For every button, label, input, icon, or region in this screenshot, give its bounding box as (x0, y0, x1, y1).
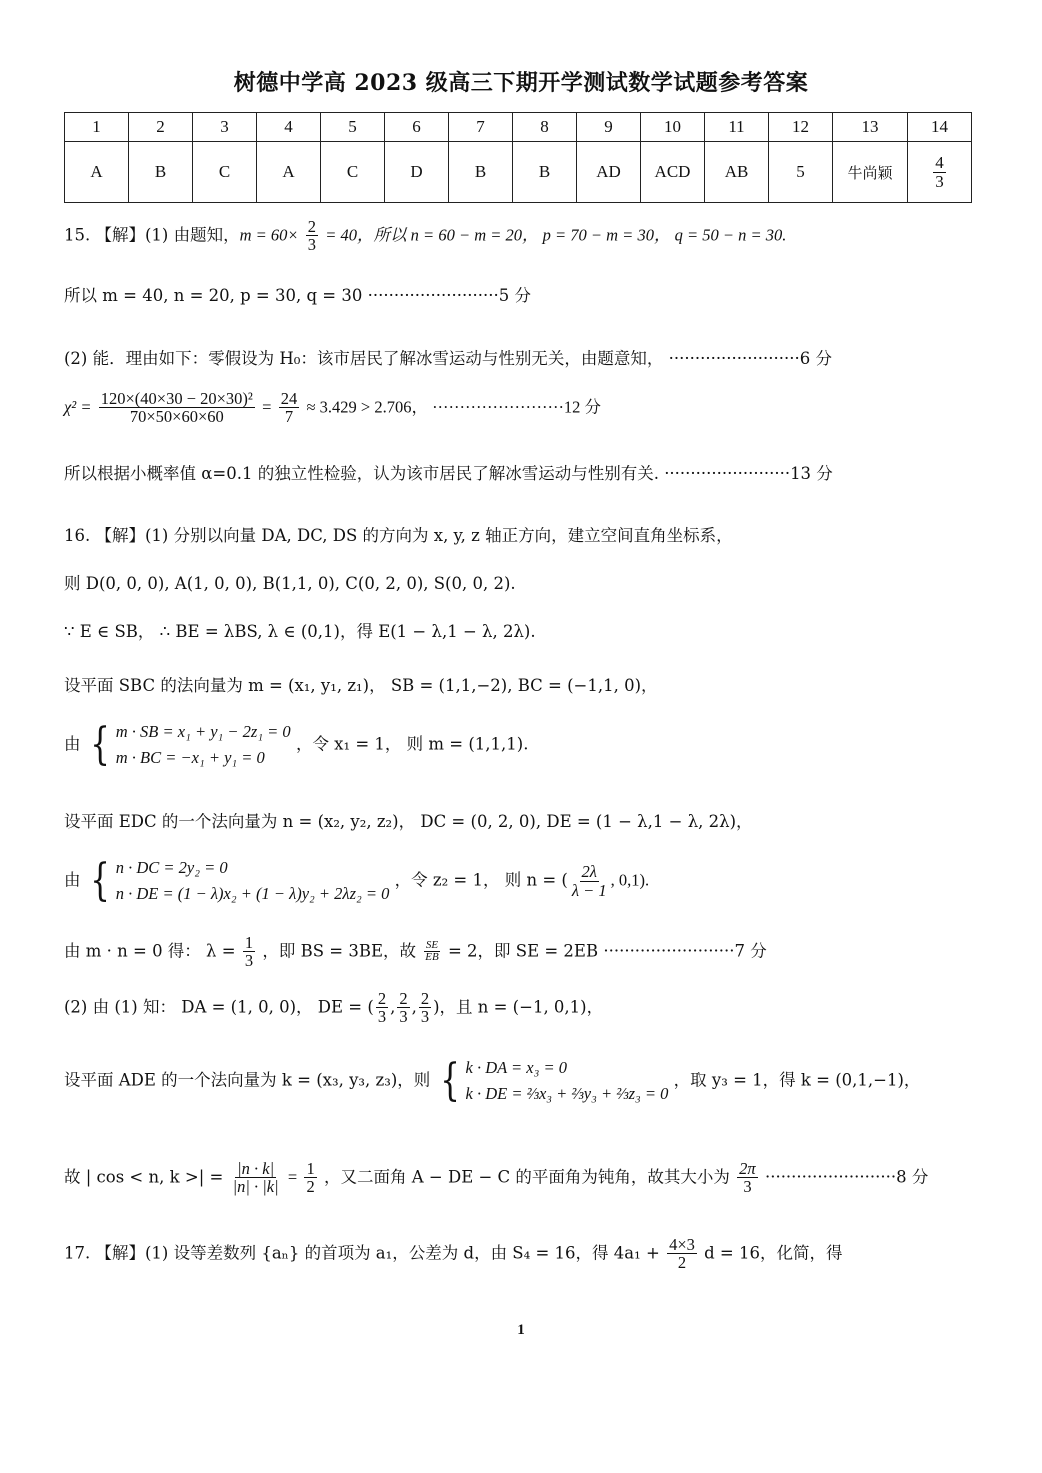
q16-line-11: 故 | cos < n, k >| = $\frac{|n \cdot k|}{|n| \cdot |k|}$ = $\frac{1}{2}$ ，又二面角 A − DE − C 的平面角为钝角，故其大小为 $\frac{2\pi}{3}$ ·························8 分 (64, 1159, 929, 1197)
answer-cell: B (513, 142, 577, 203)
q16-line-8: 由 m · n = 0 得： λ = $\frac{1}{3}$ ，即 BS = 3BE，故 $\frac{SE}{EB}$ = 2，即 SE = 2EB ·························7 分 (64, 933, 767, 971)
answer-cell: C (321, 142, 385, 203)
fraction: $\frac{1}{2}$ (306, 1159, 315, 1197)
answer-cell: AD (577, 142, 641, 203)
answer-cell: AB (705, 142, 769, 203)
question-number: 7 (449, 113, 513, 142)
answer-cell: A (65, 142, 129, 203)
question-number: 12 (769, 113, 833, 142)
q17-line-1: 17. 【解】(1) 设等差数列 {aₙ} 的首项为 a₁，公差为 d，由 S₄ = 16，得 4a₁ + $\frac{4\times 3}{2}$ d = 16，化简，得 (64, 1235, 843, 1273)
q16-line-7: 由 { n · DC = 2y₂ = 0 n · DE = (1 − λ)x₂ + (1 − λ)y₂ + 2λz₂ = 0 ，令 z₂ = 1， 则 n = ( $\frac{2\lambda}{\lambda - 1}$ , 0,1). (64, 855, 650, 906)
answer-cell: A (257, 142, 321, 203)
fraction: $\frac{1}{3}$ (244, 933, 254, 971)
question-number: 10 (641, 113, 705, 142)
fraction: $\frac{24}{7}$ (280, 389, 298, 427)
answer-cell: ACD (641, 142, 705, 203)
fraction: $\frac{\text{120×(40×30 − 20×30)²}}{70\times 50\times 60\times 60}$ (100, 389, 253, 427)
fraction (933, 154, 946, 191)
answer-cell: 5 (769, 142, 833, 203)
q15-line-2: 所以 m = 40, n = 20, p = 30, q = 30 ·························5 分 (64, 286, 531, 305)
question-number: 11 (705, 113, 769, 142)
fraction: $\frac{2\lambda}{\lambda - 1}$ (571, 862, 607, 900)
answer-cell: C (193, 142, 257, 203)
question-number: 8 (513, 113, 577, 142)
equation-system: { k · DA = x₃ = 0 k · DE = ⅔x₃ + ⅔y₃ + ⅔z₃ = 0 (439, 1055, 669, 1106)
q15-line-1: 15. 【解】(1) 由题知，m = 60× $\frac{2}{3}$ = 40，所以 n = 60 − m = 20， p = 70 − m = 30， q = 50 − n = 30. (64, 217, 787, 255)
answer-cell: 牛尚颖 (833, 142, 908, 203)
question-number: 5 (321, 113, 385, 142)
q16-line-2: 则 D(0, 0, 0), A(1, 0, 0), B(1,1, 0), C(0, 2, 0), S(0, 0, 2). (64, 574, 516, 593)
fraction: $\frac{2\pi}{3}$ (739, 1159, 756, 1197)
question-number: 14 (908, 113, 972, 142)
question-number: 6 (385, 113, 449, 142)
q16-line-4: 设平面 SBC 的法向量为 m = (x₁, y₁, z₁)， SB = (1,1,−2), BC = (−1,1, 0)， (64, 676, 658, 695)
fraction: $\frac{SE}{EB}$ (425, 938, 439, 964)
fraction: $\frac{|n \cdot k|}{|n| \cdot |k|}$ (232, 1159, 279, 1197)
equation-system: { m · SB = x₁ + y₁ − 2z₁ = 0 m · BC = −x₁ + y₁ = 0 (89, 719, 291, 770)
fraction: $\frac{4\times 3}{2}$ (669, 1235, 695, 1273)
q16-line-5: 由 { m · SB = x₁ + y₁ − 2z₁ = 0 m · BC = −x₁ + y₁ = 0 ，令 x₁ = 1， 则 m = (1,1,1). (64, 719, 529, 770)
question-number: 4 (257, 113, 321, 142)
q16-line-10: 设平面 ADE 的一个法向量为 k = (x₃, y₃, z₃)，则 { k · DA = x₃ = 0 k · DE = ⅔x₃ + ⅔y₃ + ⅔z₃ = 0 ，取 y₃ = 1，得 k = (0,1,−1)， (64, 1055, 921, 1106)
page-title: 树德中学高 2023 级高三下期开学测试数学试题参考答案 (233, 70, 809, 96)
q16-line-1: 16. 【解】(1) 分别以向量 DA, DC, DS 的方向为 x, y, z 轴正方向，建立空间直角坐标系， (64, 526, 733, 545)
equation-system: { n · DC = 2y₂ = 0 n · DE = (1 − λ)x₂ + (1 − λ)y₂ + 2λz₂ = 0 (89, 855, 390, 906)
answer-cell: D (385, 142, 449, 203)
answer-cell: B (129, 142, 193, 203)
answer-table-header-row (65, 113, 972, 142)
answer-cell: B (449, 142, 513, 203)
numerator: 4 (935, 152, 944, 172)
q15-line-3: (2) 能．理由如下：零假设为 H₀：该市居民了解冰雪运动与性别无关，由题意知， ·························6 分 (64, 349, 832, 368)
question-number: 1 (65, 113, 129, 142)
q15-line-4: χ² = $\frac{\text{120×(40×30 − 20×30)²}}{70\times 50\times 60\times 60}$ = $\frac{24}{7}$ ≈ 3.429 > 2.706， ························12 分 (64, 389, 602, 427)
q16-line-6: 设平面 EDC 的一个法向量为 n = (x₂, y₂, z₂)， DC = (0, 2, 0), DE = (1 − λ,1 − λ, 2λ)， (64, 812, 753, 831)
question-number: 13 (833, 113, 908, 142)
page-number: 1 (517, 1322, 525, 1338)
q16-line-9: (2) 由 (1) 知： DA = (1, 0, 0)， DE = ( $\frac{2}{3}$ , $\frac{2}{3}$ , $\frac{2}{3}$ )，且 n = (−1, 0,1)， (64, 989, 604, 1027)
fraction: $\frac{2}{3}$ (399, 989, 408, 1027)
question-number: 2 (129, 113, 193, 142)
question-number: 9 (577, 113, 641, 142)
answer-cell-fraction (908, 142, 972, 203)
answer-table (64, 112, 972, 203)
fraction: $\frac{2}{3}$ (420, 989, 430, 1027)
fraction: $\frac{2}{3}$ (377, 989, 387, 1027)
question-number: 3 (193, 113, 257, 142)
fraction: $\frac{2}{3}$ (307, 217, 317, 255)
q15-line-5: 所以根据小概率值 α=0.1 的独立性检验，认为该市居民了解冰雪运动与性别有关. ························13 分 (64, 464, 833, 483)
answer-table-answer-row (65, 142, 972, 203)
q16-line-3: ∵ E ∈ SB， ∴ BE = λBS, λ ∈ (0,1)，得 E(1 − λ,1 − λ, 2λ). (64, 622, 536, 641)
denominator: 3 (935, 171, 944, 191)
